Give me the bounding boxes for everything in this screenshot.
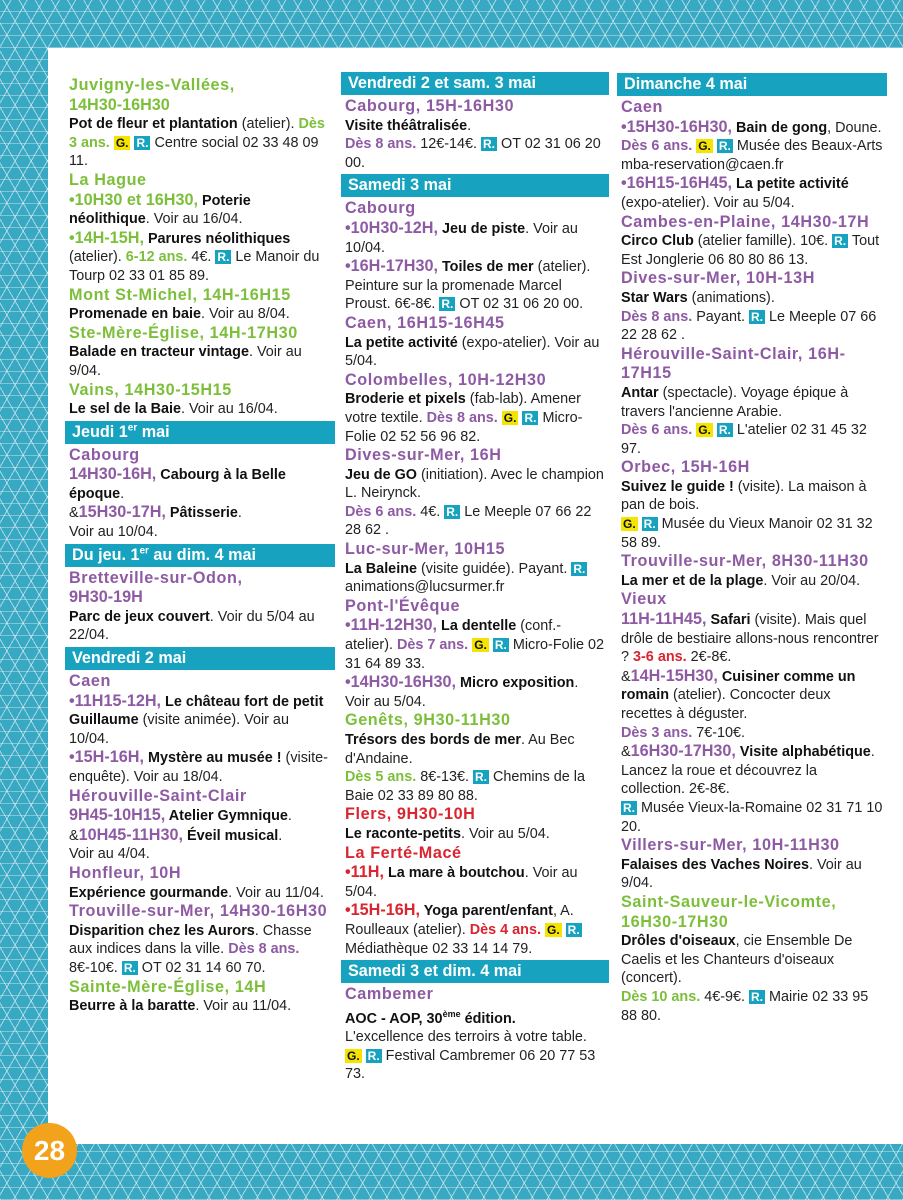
event-time: 9H45-10H15,: [69, 806, 166, 825]
event-contact: animations@lucsurmer.fr: [345, 579, 505, 596]
event-place: Cambes-en-Plaine, 14H30-17H: [621, 212, 870, 231]
event-title: Cuisiner comme un romain: [621, 668, 856, 704]
event-contact: Musée Vieux-la-Romaine 02 31 71 10 20.: [621, 799, 883, 835]
event-time: •14H30-16H30,: [345, 673, 456, 692]
event-luc-sur-mer: [345, 540, 605, 597]
event-contact: Chemins de la Baie 02 33 89 80 88.: [345, 769, 586, 804]
event-vains: [69, 381, 331, 419]
event-title: Broderie et pixels: [345, 391, 466, 408]
event-time: •11H15-12H,: [69, 691, 162, 710]
event-title: Éveil musical: [183, 827, 279, 844]
age-label: Dès 10 ans.: [621, 988, 701, 1005]
event-desc: . Voir au 5/04.: [345, 865, 578, 900]
day-band-vendredi-2-mai: Vendredi 2 mai: [65, 647, 335, 670]
event-title: Le château fort de petit Guillaume: [69, 693, 324, 729]
age-label: Dès 8 ans.: [228, 941, 300, 958]
badge-g: G.: [623, 517, 636, 532]
event-title: Balade en tracteur vintage: [69, 344, 249, 361]
event-time: •11H,: [345, 863, 384, 882]
event-contact: OT 02 31 14 60 70.: [137, 959, 266, 976]
badge-g: G.: [698, 423, 711, 438]
age-label: Dès 3 ans.: [621, 724, 693, 741]
badge-r: R.: [136, 135, 149, 150]
badge-r: R.: [573, 561, 586, 576]
event-desc: . Voir au 5/04.: [345, 675, 579, 710]
event-ste-mere-eglise: [69, 324, 331, 381]
badge-r: R.: [446, 504, 459, 519]
event-herouville: Hérouville-Saint-Clair 9H45-10H15, Atelier Gymnique. &10H45-11H30, Éveil musical. Voir au 4/04.: [69, 786, 292, 863]
event-title: Circo Club: [621, 233, 694, 250]
event-desc: (initiation). Avec le champion L. Neirynck.: [345, 466, 604, 502]
event-place: La Hague: [69, 170, 147, 189]
event-title: Safari: [706, 612, 751, 629]
event-price: 4€.: [416, 503, 445, 520]
day-band-du-jeu-au-dim: Du jeu. 1er au dim. 4 mai: [65, 544, 335, 567]
event-place: Caen, 16H15-16H45: [345, 313, 505, 332]
event-title: Antar: [621, 384, 659, 401]
event-place: Sainte-Mère-Église, 14H: [69, 977, 267, 996]
event-mont-st-michel: [69, 286, 331, 324]
event-title: Pâtisserie: [165, 505, 238, 522]
event-time: 14H30-16H30: [69, 95, 170, 114]
event-title: La mare à boutchou: [383, 865, 525, 882]
event-place: Dives-sur-Mer, 10H-13H: [621, 269, 816, 288]
event-title: Promenade en baie: [69, 306, 201, 323]
event-time: •16H-17H30,: [345, 257, 438, 276]
event-cabourg-samedi: [345, 199, 605, 314]
age-label: Dès 8 ans.: [621, 308, 693, 325]
badge-r: R.: [367, 1048, 380, 1063]
event-time: 16H30-17H30,: [630, 742, 736, 761]
event-desc: (visite). Mais quel drôle de bestiaire allons-nous rencontrer ?: [621, 612, 879, 666]
event-desc: . Voir au 11/04.: [228, 884, 324, 901]
event-price: Payant.: [692, 308, 749, 325]
event-title: Disparition chez les Aurors: [69, 922, 255, 939]
event-contact: Micro-Folie 02 52 56 96 82.: [345, 409, 583, 445]
event-price: 12€-14€.: [416, 136, 482, 153]
event-sainte-mere-eglise: [69, 978, 331, 1016]
event-bretteville: [69, 569, 331, 645]
event-place: Saint-Sauveur-le-Vicomte, 16H30-17H30: [621, 892, 837, 931]
event-place: Pont-l'Évêque: [345, 596, 461, 615]
event-title: Cabourg à la Belle époque: [69, 467, 286, 502]
event-time: 14H30-16H,: [69, 465, 157, 484]
agenda-page: [48, 48, 903, 1144]
event-desc: . Voir au 9/04.: [621, 856, 862, 892]
event-desc: . Voir au 20/04.: [763, 572, 861, 589]
event-pont-l-eveque: [345, 597, 605, 712]
event-contact: Le Manoir du Tourp 02 33 01 85 89.: [69, 249, 320, 284]
event-time: •10H30 et 16H30,: [69, 190, 198, 209]
event-place: Colombelles, 10H-12H30: [345, 370, 547, 389]
event-title: Trésors des bords de mer: [345, 732, 521, 748]
age-label: Dès 5 ans.: [345, 769, 417, 786]
event-desc: , Doune.: [827, 119, 882, 136]
event-desc: . Chasse aux indices dans la ville.: [69, 922, 312, 958]
event-title: Poterie néolithique: [69, 192, 251, 228]
event-desc: (visite). La maison à pan de bois.: [621, 478, 867, 514]
age-label: Dès 7 ans.: [396, 637, 469, 654]
event-cabourg-theatre: Cabourg, 15H-16H30 Visite théâtralisée. Dès 8 ans. 12€-14€. R. OT 02 31 06 20 00.: [345, 97, 601, 171]
event-place: Dives-sur-Mer, 16H: [345, 446, 502, 465]
event-price: 8€-10€.: [69, 959, 122, 976]
event-desc: . Voir au 10/04.: [345, 220, 578, 256]
badge-r: R.: [718, 423, 731, 438]
badge-r: R.: [623, 800, 635, 815]
event-caen: [69, 672, 331, 787]
event-dives-go: [345, 446, 605, 540]
age-label: Dès 3 ans.: [69, 116, 325, 151]
event-cabourg: Cabourg 14H30-16H, Cabourg à la Belle époque. &15H30-17H, Pâtisserie. Voir au 10/04.: [69, 445, 286, 541]
event-desc: (atelier). Peinture sur la promenade Marcel Proust. 6€-8€.: [345, 259, 591, 313]
event-place: Mont St-Michel, 14H-16H15: [69, 285, 291, 304]
badge-r: R.: [475, 770, 488, 785]
event-desc: (animations).: [687, 289, 775, 306]
event-contact: Tout Est Jonglerie 06 80 80 86 13.: [621, 233, 880, 268]
event-desc: (visite-enquête). Voir au 18/04.: [69, 750, 328, 785]
age-label: 3-6 ans.: [633, 649, 687, 666]
event-title: Le raconte-petits: [345, 825, 461, 842]
event-price: 7€-10€.: [692, 724, 746, 741]
event-time: •10H30-12H,: [345, 218, 438, 237]
event-place: Trouville-sur-Mer, 14H30-16H30: [69, 902, 328, 921]
age-label: Dès 4 ans.: [469, 921, 541, 938]
event-desc: . Voir au 16/04.: [180, 401, 278, 418]
page-number: 28: [22, 1123, 77, 1178]
event-contact: OT 02 31 06 20 00.: [345, 136, 601, 171]
event-title: Jeu de piste: [437, 220, 526, 237]
event-contact: Le Meeple 07 66 22 28 62 .: [345, 503, 592, 539]
event-desc: . Voir au 8/04.: [200, 306, 290, 323]
event-place: Juvigny-les-Vallées,: [69, 76, 235, 94]
event-price: 2€-8€.: [686, 649, 732, 666]
event-price: 4€.: [187, 249, 216, 266]
event-title: Atelier Gymnique: [165, 808, 288, 825]
event-title: La petite activité: [731, 176, 849, 193]
badge-g: G.: [474, 638, 487, 653]
event-saint-sauveur: [621, 893, 883, 1025]
event-desc: L'excellence des terroirs à votre table.: [345, 1029, 587, 1046]
event-title: Star Wars: [621, 289, 688, 306]
day-band-vendredi-2-sam-3-mai: Vendredi 2 et sam. 3 mai: [341, 72, 609, 95]
event-place: Hérouville-Saint-Clair: [69, 786, 247, 805]
event-title: Jeu de GO: [345, 466, 417, 483]
event-place: Cambemer: [345, 985, 434, 1004]
event-title: Visite alphabétique: [735, 744, 871, 761]
event-time: •16H15-16H45,: [621, 174, 732, 193]
event-place: Vains, 14H30-15H15: [69, 380, 232, 399]
event-title: La dentelle: [437, 618, 517, 635]
event-desc: . Voir du 5/04 au 22/04.: [69, 608, 315, 644]
event-title: Micro exposition: [455, 675, 575, 692]
event-contact: Centre social 02 33 48 09 11.: [69, 134, 319, 170]
event-contact: Le Meeple 07 66 22 28 62 .: [621, 308, 877, 344]
event-desc: (expo-atelier). Voir au 5/04.: [621, 194, 795, 211]
event-title: Toiles de mer: [437, 259, 534, 276]
event-time: •11H-12H30,: [345, 616, 438, 635]
event-desc: Voir au 4/04.: [69, 846, 150, 863]
event-desc: , A. Roulleaux (atelier).: [345, 903, 574, 938]
badge-r: R.: [524, 410, 537, 425]
event-place: Honfleur, 10H: [69, 863, 182, 882]
event-place: Genêts, 9H30-11H30: [345, 711, 511, 730]
event-la-hague: [69, 171, 331, 286]
event-contact: OT 02 31 06 20 00.: [455, 296, 584, 313]
badge-r: R.: [217, 250, 230, 265]
event-herouville-antar: [621, 345, 883, 459]
event-desc: (conf.-atelier).: [345, 618, 562, 654]
event-title: Drôles d'oiseaux: [621, 933, 736, 950]
event-title: Visite théâtralisée: [345, 117, 468, 134]
event-genets: [345, 711, 605, 805]
event-title: Mystère au musée !: [143, 750, 282, 767]
badge-g: G.: [698, 139, 711, 154]
badge-g: G.: [115, 135, 129, 150]
event-trouville: [69, 902, 331, 977]
badge-r: R.: [643, 517, 656, 532]
event-caen-activite: [345, 314, 605, 371]
event-title: Expérience gourmande: [69, 884, 229, 901]
event-place: Caen: [69, 672, 111, 691]
event-villers-sur-mer: [621, 836, 883, 893]
event-desc: (spectacle). Voyage épique à travers l'ancienne Arabie.: [621, 384, 849, 420]
column-2: [345, 70, 605, 1084]
event-desc: . Voir au 11/04.: [195, 998, 292, 1015]
event-time: •14H-15H,: [69, 228, 144, 247]
event-desc: (expo-atelier). Voir au 5/04.: [345, 334, 600, 370]
event-title: Parc de jeux couvert: [69, 608, 210, 625]
badge-r: R.: [441, 297, 454, 312]
event-time: •15H30-16H30,: [621, 117, 732, 136]
event-contact: Musée des Beaux-Arts mba-reservation@caen.fr: [621, 138, 883, 173]
badge-r: R.: [123, 960, 136, 975]
event-contact: Médiathèque 02 33 14 14 79.: [345, 940, 533, 957]
day-band-jeudi-1-mai: Jeudi 1er mai: [65, 421, 335, 444]
event-colombelles: [345, 371, 605, 446]
day-band-samedi-3-mai: Samedi 3 mai: [341, 174, 609, 197]
event-cambemer: [345, 985, 605, 1084]
badge-r: R.: [751, 309, 763, 324]
badge-r: R.: [751, 989, 764, 1004]
badge-g: G.: [347, 1048, 360, 1063]
event-title: Pot de fleur et plantation: [69, 116, 238, 133]
event-dives-star-wars: [621, 269, 883, 344]
event-place: Cabourg: [345, 199, 416, 218]
event-time: 15H30-17H,: [78, 503, 166, 522]
column-1: [69, 76, 331, 1016]
event-desc: , cie Ensemble De Caelis et les Chanteurs d'oiseaux (concert).: [621, 933, 853, 987]
event-flers: [345, 805, 605, 843]
event-place: Flers, 9H30-10H: [345, 805, 476, 824]
event-honfleur: [69, 864, 331, 902]
event-desc: . Voir au 9/04.: [69, 344, 302, 379]
event-place: Vieux: [621, 590, 667, 609]
event-title: Parures néolithiques: [143, 230, 291, 247]
event-place: Trouville-sur-Mer, 8H30-11H30: [621, 552, 869, 571]
event-desc: (visite guidée). Payant.: [416, 560, 572, 577]
event-title: La mer et de la plage: [621, 572, 764, 589]
event-trouville-plage: [621, 552, 883, 590]
day-band-dimanche-4-mai: Dimanche 4 mai: [617, 73, 887, 96]
badge-r: R.: [718, 139, 731, 154]
event-desc: . Voir au 16/04.: [145, 211, 243, 228]
event-desc: Voir au 10/04.: [69, 524, 158, 541]
event-place: Ste-Mère-Église, 14H-17H30: [69, 323, 298, 342]
age-label: Dès 8 ans.: [345, 136, 417, 153]
event-title: La petite activité: [345, 334, 458, 351]
column-3: [621, 71, 883, 1025]
event-desc: . Lancez la roue et découvrez la collection. 2€-8€.: [621, 744, 875, 798]
day-band-samedi-3-dim-4-mai: Samedi 3 et dim. 4 mai: [341, 960, 609, 983]
event-juvigny: [69, 76, 331, 171]
event-orbec: [621, 458, 883, 552]
event-time: 11H-11H45,: [621, 610, 707, 629]
event-title: Le sel de la Baie: [69, 401, 181, 418]
event-time: 10H45-11H30,: [78, 825, 184, 844]
event-desc: . Au Bec d'Andaine.: [345, 732, 575, 767]
event-place: Orbec, 15H-16H: [621, 458, 750, 477]
event-time: •15H-16H,: [345, 901, 420, 920]
event-title: La Baleine: [345, 560, 417, 577]
event-price: 4€-9€.: [700, 988, 750, 1005]
badge-r: R.: [494, 638, 507, 653]
event-desc: (visite animée). Voir au 10/04.: [69, 712, 289, 747]
event-contact: Festival Cambremer 06 20 77 53 73.: [345, 1047, 596, 1083]
age-label: 6-12 ans.: [125, 249, 188, 266]
event-cambes-en-plaine: [621, 213, 883, 270]
event-title: Falaises des Vaches Noires: [621, 856, 809, 873]
age-label: Dès 6 ans.: [345, 503, 417, 520]
event-desc: (atelier).: [237, 116, 295, 133]
badge-r: R.: [567, 922, 580, 937]
badge-r: R.: [834, 234, 847, 249]
event-title: Yoga parent/enfant: [419, 903, 553, 920]
age-label: Dès 6 ans.: [621, 138, 693, 155]
badge-g: G.: [546, 922, 560, 937]
event-desc: . Voir au 5/04.: [460, 825, 550, 842]
event-desc: (atelier famille). 10€.: [693, 233, 833, 250]
event-place: Luc-sur-Mer, 10H15: [345, 540, 506, 559]
event-price: 8€-13€.: [416, 769, 474, 786]
event-desc: (atelier).: [69, 249, 126, 266]
age-label: Dès 6 ans.: [621, 422, 693, 439]
event-title: AOC - AOP, 30ème édition.: [345, 1008, 516, 1027]
event-contact: Musée du Vieux Manoir 02 31 32 58 89.: [621, 516, 873, 551]
event-time: 9H30-19H: [69, 588, 143, 607]
event-place: Cabourg, 15H-16H30: [345, 97, 515, 115]
event-la-ferte-mace: [345, 844, 605, 959]
event-caen-dimanche: [621, 98, 883, 213]
event-title: Suivez le guide !: [621, 478, 734, 495]
event-time: •15H-16H,: [69, 748, 144, 767]
event-place: La Ferté-Macé: [345, 843, 462, 862]
event-contact: L'atelier 02 31 45 32 97.: [621, 422, 867, 457]
event-place: Cabourg: [69, 445, 140, 464]
event-contact: Mairie 02 33 95 88 80.: [621, 988, 869, 1024]
age-label: Dès 8 ans.: [426, 409, 498, 426]
event-place: Caen: [621, 98, 663, 116]
event-time: 14H-15H30,: [630, 666, 718, 685]
event-contact: Micro-Folie 02 31 64 89 33.: [345, 637, 605, 672]
event-title: Bain de gong: [731, 119, 828, 136]
badge-r: R.: [483, 137, 496, 152]
event-place: Villers-sur-Mer, 10H-11H30: [621, 836, 840, 855]
event-desc: (atelier). Concocter deux recettes à déguster.: [621, 687, 831, 722]
event-title: Beurre à la baratte: [69, 998, 196, 1015]
event-desc: (fab-lab). Amener votre textile.: [345, 391, 581, 426]
event-vieux: Vieux 11H-11H45, Safari (visite). Mais quel drôle de bestiaire allons-nous rencontrer ? 3-6 ans. 2€-8€. &14H-15H30, Cuisiner comme un romain (atelier). Concocter deux recettes à déguster. Dès 3 ans. 7€-10€. &16H30-17H30, Visite alphabétique. Lancez la roue et découvrez la collection. 2€-8€. R. Musée Vieux-la-Romaine 02 31 71 10 20.: [621, 590, 883, 835]
badge-g: G.: [503, 410, 517, 425]
event-place: Hérouville-Saint-Clair, 16H-17H15: [621, 344, 846, 383]
event-place: Bretteville-sur-Odon,: [69, 568, 243, 587]
